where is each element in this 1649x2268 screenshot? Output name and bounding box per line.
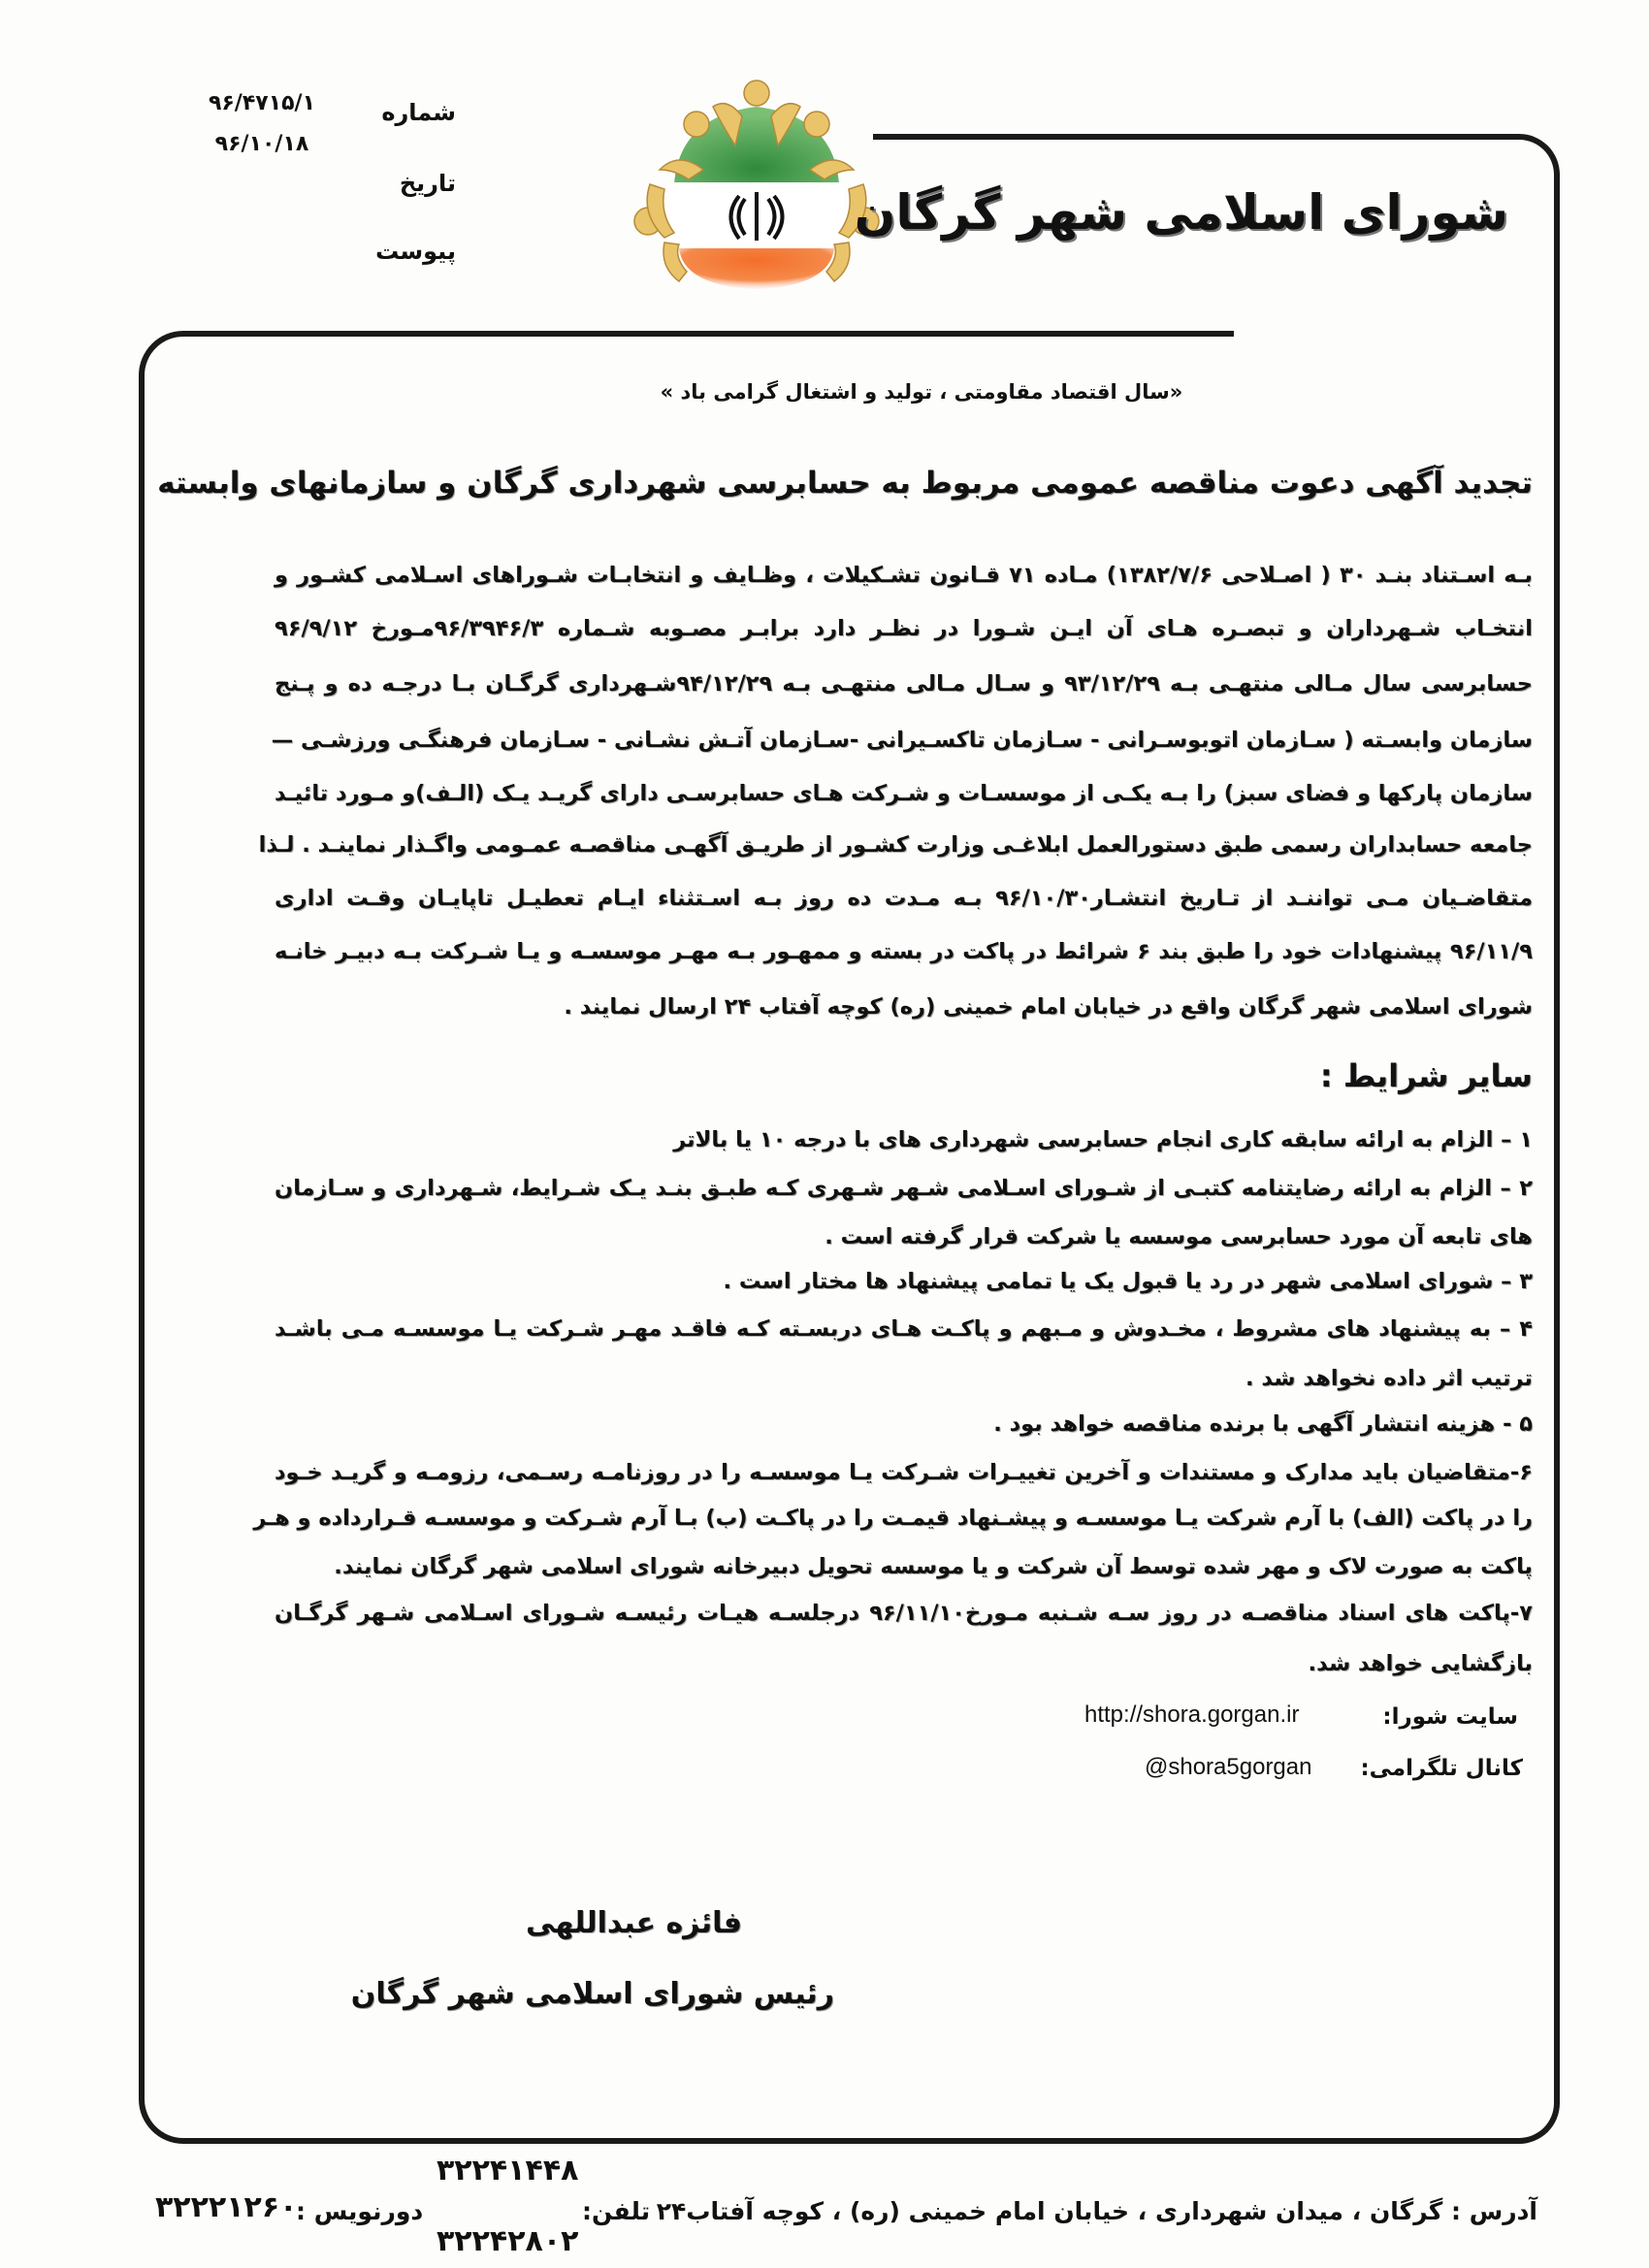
condition-line: بازگشایی خواهد شد. (1308, 1651, 1533, 1676)
telegram-label: کانال تلگرامی: (1360, 1756, 1523, 1781)
frame-header-line (184, 331, 1234, 337)
conditions-heading: سایر شرایط : (1319, 1057, 1533, 1094)
frame-corner (1513, 134, 1560, 180)
condition-line: ۴ – به پیشنهاد های مشروط ، مخـدوش و مـبهم و پاکـت هـای دربسـته کـه فاقـد مهـر شـرکت یـا موسسـه مـی باشـد (275, 1316, 1533, 1342)
condition-line: ۵ - هزینه انتشار آگهی با برنده مناقصه خواهد بود . (993, 1411, 1533, 1437)
frame-left-line (139, 378, 145, 2099)
condition-line: ۷-پاکت های اسناد مناقصـه در روز سـه شـنبه مـورخ۹۶/۱۱/۱۰ درجلسـه هیـات رئیسـه شـورای اسـلامی شـهر گرگـان (275, 1601, 1533, 1626)
footer-fax: ۳۲۲۲۱۲۶۰ (155, 2190, 298, 2224)
frame-corner (139, 331, 191, 387)
condition-line: ۱ – الزام به ارائه سابقه کاری انجام حسابرسی شهرداری های با درجه ۱۰ یا بالاتر (673, 1127, 1533, 1152)
paragraph-line: انتخـاب شـهرداران و تبصـره هـای آن ایـن شـورا در نظـر دارد برابـر مصـوبه شـماره ۹۶/۳۹۴۶/۳مـورخ ۹۶/۹/۱۲ (275, 616, 1533, 641)
condition-line: را در پاکت (الف) با آرم شرکت یـا موسسـه و پیشـنهاد قیمـت را در پاکـت (ب) بـا آرم شـرکت و موسسـه قـرارداده و هـر (253, 1506, 1533, 1531)
council-emblem-icon (621, 78, 892, 291)
paragraph-line: ۹۶/۱۱/۹ پیشنهادات خود را طبق بند ۶ شرائط در پاکت در بسته و ممهـور بـه مهـر موسسـه و یـا شـرکت بـه دبیـر خانـه (275, 939, 1533, 964)
condition-line: ۲ – الزام به ارائه رضایتنامه کتبـی از شـورای اسـلامی شـهر شـهری کـه طبـق بنـد یـک شـرایط، شـهرداری و سـازمان (275, 1176, 1533, 1201)
paragraph-line: جامعه حسابداران رسمی طبق دستورالعمل ابلاغـی وزارت کشـور از طریـق آگهـی مناقصـه عمـومی واگـذار نماینـد . لـذا (258, 832, 1533, 858)
signatory-position: رئیس شورای اسلامی شهر گرگان (350, 1977, 834, 2011)
condition-line: ۶-متقاضیان باید مدارک و مستندات و آخرین تغییـرات شـرکت یـا موسسـه را در روزنامـه رسـمی، رزومـه و گریـد خـود (275, 1460, 1533, 1485)
telegram-handle[interactable]: @shora5gorgan (1145, 1754, 1312, 1780)
frame-corner (139, 2097, 191, 2144)
frame-corner (1513, 2097, 1560, 2144)
letter-number: ۹۶/۴۷۱۵/۱ (208, 91, 316, 115)
attachment-label: پیوست (375, 238, 456, 265)
condition-line: های تابعه آن مورد حسابرسی موسسه یا شرکت قرار گرفته است . (824, 1224, 1533, 1249)
paragraph-line: سازمان وابسـته ( سـازمان اتوبوسـرانی - سـازمان تاکسـیرانی -سـازمان آتـش نشـانی - سـازمان فرهنگـی ورزشـی — (271, 728, 1533, 753)
paragraph-line: حسابرسی سال مـالی منتهـی بـه ۹۳/۱۲/۲۹ و سـال مـالی منتهـی بـه ۹۴/۱۲/۲۹شـهرداری گرگـان بـا درجـه ده و پـنج (275, 671, 1533, 697)
notice-title: تجدید آگهی دعوت مناقصه عمومی مربوط به حسابرسی شهرداری گرگان و سازمانهای وابسته (157, 466, 1533, 501)
site-label: سایت شورا: (1382, 1704, 1518, 1730)
paragraph-line: بـه اسـتناد بنـد ۳۰ ( اصـلاحی ۱۳۸۲/۷/۶) مـاده ۷۱ قـانون تشـکیلات ، وظـایف و انتخابـات شـوراهای اسـلامی کشـور و (275, 563, 1534, 588)
site-url[interactable]: http://shora.gorgan.ir (1084, 1701, 1300, 1728)
paragraph-line: شورای اسلامی شهر گرگان واقع در خیابان امام خمینی (ره) کوچه آفتاب ۲۴ ارسال نمایند . (564, 994, 1533, 1020)
condition-line: ترتیب اثر داده نخواهد شد . (1245, 1366, 1533, 1391)
frame-top-line (873, 134, 1513, 140)
paragraph-line: متقاضـیان مـی تواننـد از تـاریخ انتشـار۹۶/۱۰/۳۰ بـه مـدت ده روز بـه اسـتثناء ایـام تعطیـل تاپایـان وقـت اداری (275, 886, 1534, 911)
signatory-name: فائزه عبداللهی (525, 1906, 742, 1940)
date-label: تاریخ (399, 170, 456, 197)
org-title: شورای اسلامی شهر گرگان (854, 184, 1508, 241)
footer-phone-label: تلفن: (582, 2197, 651, 2225)
council-logo (621, 78, 892, 291)
slogan: «سال اقتصاد مقاومتی ، تولید و اشتغال گرامی باد » (660, 380, 1183, 404)
footer-address: آدرس : گرگان ، میدان شهرداری ، خیابان امام خمینی (ره) ، کوچه آفتاب۲۴ (656, 2197, 1537, 2225)
number-label: شماره (381, 99, 456, 126)
letter-date: ۹۶/۱۰/۱۸ (214, 132, 309, 156)
condition-line: ۳ – شورای اسلامی شهر در رد یا قبول یک یا تمامی پیشنهاد ها مختار است . (723, 1269, 1533, 1294)
frame-bottom-line (184, 2138, 1515, 2144)
footer-phone-1: ۳۲۲۴۱۴۴۸ (436, 2154, 579, 2187)
footer-phone-2: ۳۲۲۴۲۸۰۲ (436, 2224, 579, 2258)
frame-right-line (1554, 173, 1560, 2103)
paragraph-line: سازمان پارکها و فضای سبز) را بـه یکـی از موسسـات و شـرکت هـای حسابرسـی دارای گریـد یـک (الـف)و مـورد تائیـد (275, 781, 1533, 806)
footer-fax-label: دورنویس : (296, 2197, 424, 2225)
condition-line: پاکت به صورت لاک و مهر شده توسط آن شرکت و یا موسسه تحویل دبیرخانه شورای اسلامی شهر گرگان نمایند. (334, 1554, 1533, 1579)
